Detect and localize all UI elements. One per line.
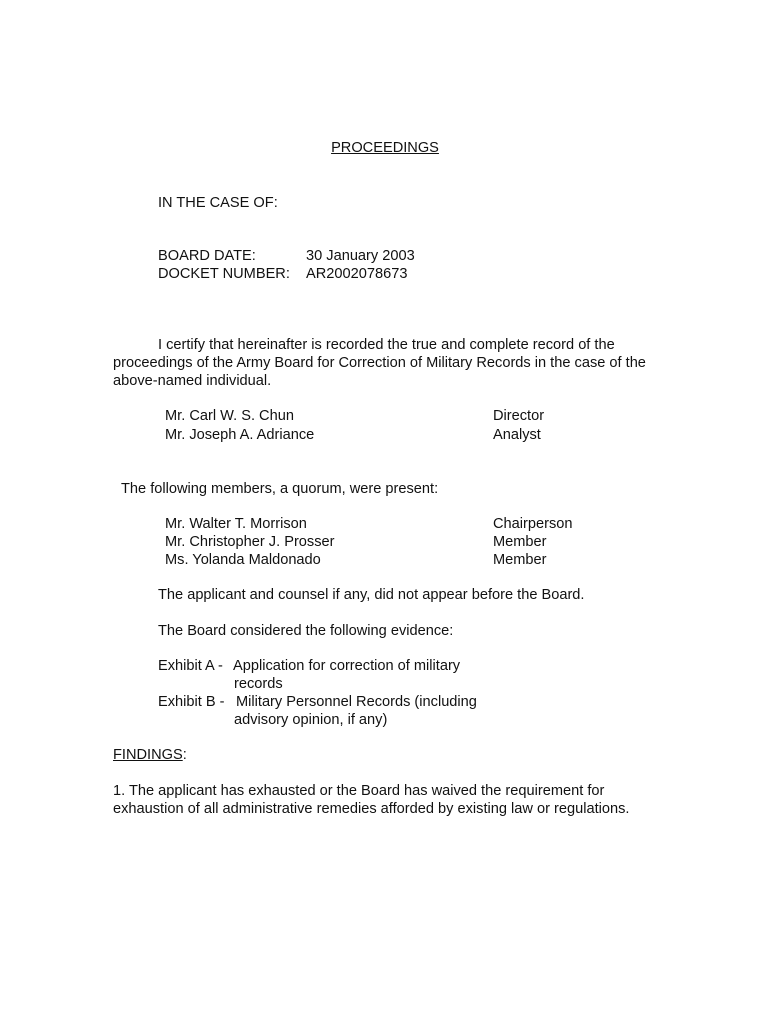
evidence-intro: The Board considered the following evidence: [158,623,454,639]
page-title: PROCEEDINGS [331,140,439,156]
board-date-value: 30 January 2003 [306,248,415,264]
findings-heading: FINDINGS [113,747,183,763]
member-role: Member [493,552,547,568]
member-name: Mr. Walter T. Morrison [165,516,307,532]
exhibit-label: Exhibit A - [158,658,223,674]
exhibit-label: Exhibit B - [158,694,225,710]
appearance-statement: The applicant and counsel if any, did not appear before the Board. [158,587,585,603]
findings-colon: : [182,747,187,763]
staff-name: Mr. Carl W. S. Chun [165,408,294,424]
finding-paragraph: 1. The applicant has exhausted or the Board has waived the requirement for exhaustion of all administrative remedies afforded by existing law or regulations. [113,783,630,817]
exhibit-description-cont: advisory opinion, if any) [234,712,388,728]
certification-paragraph: I certify that hereinafter is recorded the true and complete record of the proceedings of the Army Board for Correction of Military Records in the case of the above-named individual. [113,337,646,389]
staff-role: Director [493,408,545,424]
member-role: Member [493,534,547,550]
docket-number-label: DOCKET NUMBER: [158,266,290,282]
findings-heading-block [113,746,187,764]
member-name: Ms. Yolanda Maldonado [165,552,321,568]
exhibit-description-cont: records [234,676,283,692]
member-role: Chairperson [493,516,573,532]
exhibit-description: Military Personnel Records (including [236,694,477,710]
staff-name: Mr. Joseph A. Adriance [165,427,315,443]
case-of-label: IN THE CASE OF: [158,195,278,211]
staff-role: Analyst [493,427,541,443]
member-name: Mr. Christopher J. Prosser [165,534,335,550]
board-date-label: BOARD DATE: [158,248,256,264]
docket-number-value: AR2002078673 [306,266,408,282]
exhibit-description: Application for correction of military [233,658,461,674]
quorum-statement: The following members, a quorum, were present: [121,481,439,497]
